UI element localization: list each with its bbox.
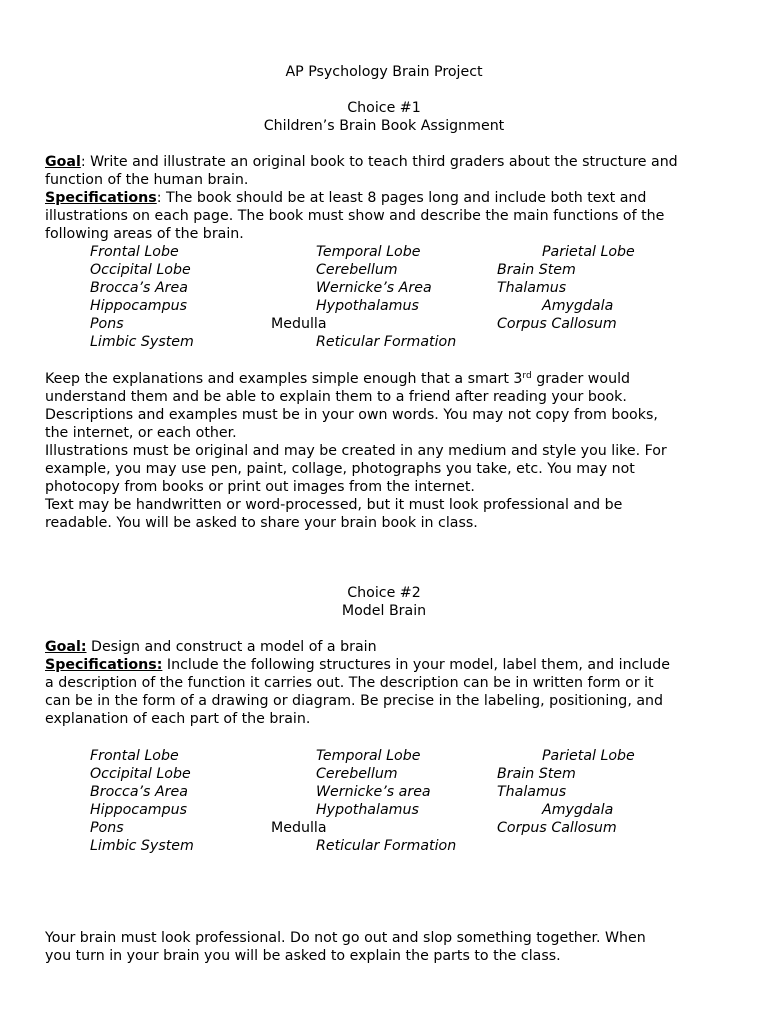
brain-area-item: Hippocampus	[90, 802, 188, 818]
brain-area-item: Brocca’s Area	[90, 784, 188, 800]
brain-area-item: Medulla	[271, 316, 327, 332]
choice2-subheading: Model Brain	[341, 603, 427, 619]
choice1-paragraph-line: example, you may use pen, paint, collage, photographs you take, etc. You may not	[45, 461, 635, 477]
choice2-spec-line3: can be in the form of a drawing or diagram. Be precise in the labeling, positioning, and	[45, 693, 664, 709]
choice1-subheading: Children’s Brain Book Assignment	[263, 118, 505, 134]
choice2-specifications	[45, 656, 670, 674]
brain-area-item: Occipital Lobe	[90, 262, 191, 278]
brain-area-item: Parietal Lobe	[542, 244, 635, 260]
choice1-paragraph-line: photocopy from books or print out images from the internet.	[45, 479, 475, 495]
brain-area-item: Medulla	[271, 820, 327, 836]
goal-text: Design and construct a model of a brain	[86, 639, 377, 655]
specifications-label: Specifications	[45, 190, 157, 206]
closing-line: you turn in your brain you will be asked to explain the parts to the class.	[45, 948, 561, 964]
brain-area-item: Thalamus	[497, 784, 567, 800]
brain-area-item: Amygdala	[542, 802, 614, 818]
brain-area-item: Reticular Formation	[316, 334, 457, 350]
choice1-paragraph-line: readable. You will be asked to share your brain book in class.	[45, 515, 478, 531]
specifications-label: Specifications:	[45, 657, 163, 673]
ordinal-suffix: rd	[522, 371, 532, 381]
brain-area-item: Frontal Lobe	[90, 748, 179, 764]
brain-area-item: Amygdala	[542, 298, 614, 314]
brain-area-item: Limbic System	[90, 838, 194, 854]
specifications-text: Include the following structures in your model, label them, and include	[162, 657, 671, 673]
choice1-heading: Choice #1	[347, 100, 421, 116]
paragraph-text: grader would	[531, 371, 631, 387]
brain-area-item: Limbic System	[90, 334, 194, 350]
brain-area-item: Pons	[90, 820, 124, 836]
brain-area-item: Hypothalamus	[316, 298, 419, 314]
goal-label: Goal	[45, 154, 81, 170]
brain-area-item: Temporal Lobe	[316, 748, 421, 764]
brain-area-item: Brain Stem	[497, 262, 576, 278]
brain-area-item: Occipital Lobe	[90, 766, 191, 782]
brain-area-item: Parietal Lobe	[542, 748, 635, 764]
brain-area-item: Corpus Callosum	[497, 316, 617, 332]
document-title: AP Psychology Brain Project	[285, 64, 483, 80]
choice1-paragraph-line: understand them and be able to explain them to a friend after reading your book.	[45, 389, 627, 405]
brain-area-item: Brain Stem	[497, 766, 576, 782]
choice1-spec-line3: following areas of the brain.	[45, 226, 244, 242]
brain-area-item: Cerebellum	[316, 262, 398, 278]
choice1-spec-line2: illustrations on each page. The book must show and describe the main functions of the	[45, 208, 665, 224]
closing-line: Your brain must look professional. Do not go out and slop something together. When	[45, 930, 646, 946]
choice1-paragraph-line: Text may be handwritten or word-processed, but it must look professional and be	[45, 497, 623, 513]
brain-area-item: Wernicke’s area	[316, 784, 431, 800]
brain-area-item: Brocca’s Area	[90, 280, 188, 296]
goal-text: : Write and illustrate an original book to teach third graders about the structure and	[80, 154, 678, 170]
choice2-goal	[45, 638, 377, 656]
choice1-specifications	[45, 189, 646, 207]
brain-area-item: Frontal Lobe	[90, 244, 179, 260]
brain-area-item: Pons	[90, 316, 124, 332]
choice2-spec-line2: a description of the function it carries out. The description can be in written form or it	[45, 675, 654, 691]
brain-area-item: Hypothalamus	[316, 802, 419, 818]
brain-area-item: Corpus Callosum	[497, 820, 617, 836]
choice1-paragraph-line: Illustrations must be original and may be created in any medium and style you like. For	[45, 443, 667, 459]
brain-area-item: Reticular Formation	[316, 838, 457, 854]
brain-area-item: Hippocampus	[90, 298, 188, 314]
specifications-text: : The book should be at least 8 pages long and include both text and	[156, 190, 647, 206]
choice1-goal-line2: function of the human brain.	[45, 172, 249, 188]
choice2-heading: Choice #2	[347, 585, 421, 601]
choice2-spec-line4: explanation of each part of the brain.	[45, 711, 311, 727]
goal-label: Goal:	[45, 639, 87, 655]
choice1-goal	[45, 153, 678, 171]
paragraph-text: Keep the explanations and examples simple enough that a smart 3	[45, 371, 523, 387]
brain-area-item: Thalamus	[497, 280, 567, 296]
choice1-paragraph-line	[45, 370, 630, 388]
choice1-paragraph-line: Descriptions and examples must be in your own words. You may not copy from books,	[45, 407, 658, 423]
brain-area-item: Temporal Lobe	[316, 244, 421, 260]
brain-area-item: Wernicke’s Area	[316, 280, 432, 296]
brain-area-item: Cerebellum	[316, 766, 398, 782]
choice1-paragraph-line: the internet, or each other.	[45, 425, 237, 441]
